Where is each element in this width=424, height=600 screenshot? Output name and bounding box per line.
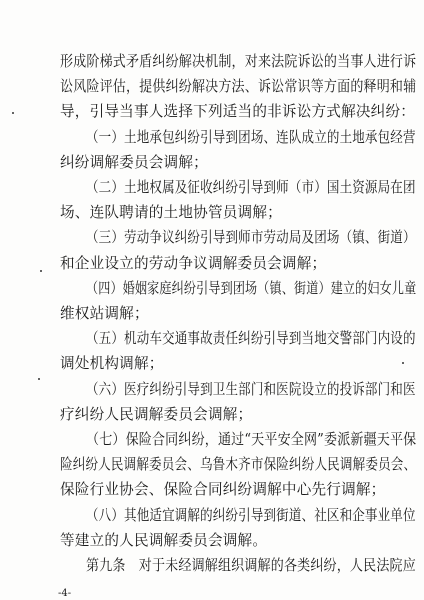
list-item-6-line: 疗纠纷人民调解委员会调解； <box>60 406 253 423</box>
list-item-3-line: （三）劳动争议纠纷引导到师市劳动局及团场（镇、街道） <box>86 229 416 246</box>
paragraph-line: 形成阶梯式矛盾纠纷解决机制，对来法院诉讼的当事人进行诉 <box>60 53 417 70</box>
list-item-4-line: 维权站调解； <box>60 305 149 322</box>
list-item-7-line: 险纠纷人民调解委员会、乌鲁木齐市保险纠纷人民调解委员会、 <box>60 456 417 473</box>
list-item-7-line: 保险行业协会、保险合同纠纷调解中心先行调解； <box>60 481 386 498</box>
list-item-1-line: 纠纷调解委员会调解； <box>60 154 208 171</box>
list-item-5-line: 调处机构调解； <box>60 355 164 372</box>
list-item-7-line: （七）保险合同纠纷，通过“天平安全网”委派新疆天平保 <box>86 431 417 448</box>
list-item-2-line: 场、连队聘请的土地协管员调解； <box>60 204 282 221</box>
list-item-4-line: （四）婚姻家庭纠纷引导到团场（镇、街道）建立的妇女儿童 <box>86 280 417 297</box>
list-item-3-line: 和企业设立的劳动争议调解委员会调解； <box>60 255 327 272</box>
list-item-6-line: （六）医疗纠纷引导到卫生部门和医院设立的投诉部门和医 <box>86 381 416 398</box>
list-item-8-line: （八）其他适宜调解的纠纷引导到街道、社区和企事业单位 <box>86 507 416 524</box>
list-item-8-line: 等建立的人民调解委员会调解。 <box>60 532 268 549</box>
scan-speck <box>38 378 40 380</box>
scan-speck <box>402 362 404 364</box>
scan-speck <box>40 270 42 272</box>
article-nine-line: 第九条 对于未经调解组织调解的各类纠纷，人民法院应 <box>86 557 416 574</box>
paragraph-line: 导，引导当事人选择下列适当的非诉讼方式解决纠纷： <box>60 103 416 120</box>
page-number: -4- <box>58 588 72 599</box>
list-item-1-line: （一）土地承包纠纷引导到团场、连队成立的土地承包经营 <box>86 129 416 146</box>
list-item-5-line: （五）机动车交通事故责任纠纷引导到当地交警部门内设的 <box>86 330 416 347</box>
scan-speck <box>12 112 14 114</box>
paragraph-line: 讼风险评估，提供纠纷解决方法、诉讼常识等方面的释明和辅 <box>60 78 417 95</box>
list-item-2-line: （二）土地权属及征收纠纷引导到师（市）国土资源局在团 <box>86 179 416 196</box>
